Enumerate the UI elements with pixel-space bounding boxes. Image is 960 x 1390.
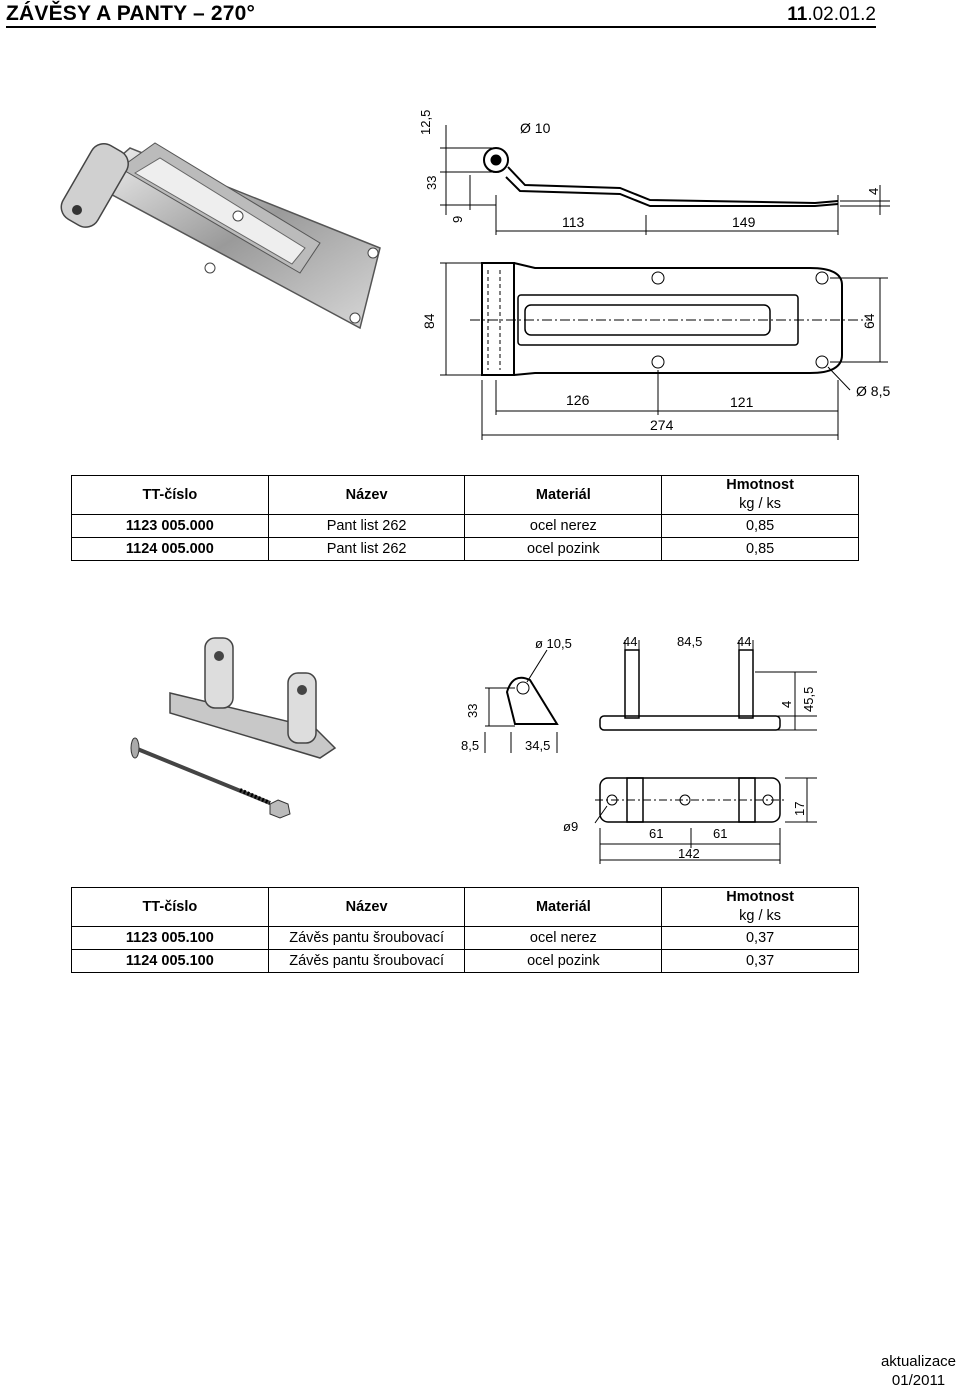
dim-274: 274	[650, 417, 674, 433]
dim-diameter-10: Ø 10	[520, 120, 551, 136]
update-note	[881, 1352, 956, 1390]
dim-44-right: 44	[737, 634, 752, 649]
col-weight-unit: kg / ks	[739, 908, 782, 924]
cell-weight: 0,85	[662, 515, 859, 538]
catalog-code-rest: .02.01.2	[807, 4, 876, 25]
catalog-code	[787, 4, 876, 26]
dim-61-left: 61	[649, 826, 664, 841]
dim-61-right: 61	[713, 826, 728, 841]
dim-9: 9	[450, 215, 465, 223]
spec-table-hinge-bracket	[71, 887, 859, 973]
dim-121: 121	[730, 394, 754, 410]
dim-64: 64	[861, 313, 877, 329]
dim-113: 113	[562, 214, 585, 230]
col-weight-unit: kg / ks	[739, 496, 782, 512]
dim-diameter-10-5: ø 10,5	[535, 636, 572, 651]
cell-name: Závěs pantu šroubovací	[268, 927, 465, 950]
cell-weight: 0,37	[662, 950, 859, 973]
dim-33: 33	[465, 703, 480, 718]
hinge-leaf-drawing	[410, 105, 900, 440]
spec-table-hinge-leaf	[71, 475, 859, 561]
dim-17: 17	[792, 801, 807, 816]
update-date: 01/2011	[891, 1372, 946, 1389]
dim-diameter-8-5: Ø 8,5	[856, 383, 891, 399]
table-row	[72, 538, 859, 561]
cell-material: ocel pozink	[465, 950, 662, 973]
cell-tt: 1123 005.100	[72, 927, 269, 950]
dim-12-5: 12,5	[418, 109, 433, 135]
cell-tt: 1123 005.000	[72, 515, 269, 538]
page-header	[6, 0, 876, 28]
dim-34-5: 34,5	[525, 738, 551, 753]
dim-diameter-9: ø9	[563, 819, 579, 834]
col-material: Materiál	[465, 888, 662, 927]
dim-4: 4	[866, 187, 881, 195]
dim-126: 126	[566, 392, 590, 408]
table-header-row	[72, 476, 859, 515]
col-name: Název	[268, 888, 465, 927]
col-weight-label: Hmotnost	[726, 889, 794, 905]
cell-weight: 0,37	[662, 927, 859, 950]
cell-material: ocel nerez	[465, 927, 662, 950]
hinge-bracket-photo	[120, 628, 350, 828]
table-row	[72, 950, 859, 973]
table-row	[72, 927, 859, 950]
cell-tt: 1124 005.000	[72, 538, 269, 561]
cell-name: Pant list 262	[268, 515, 465, 538]
dim-142: 142	[678, 846, 700, 861]
cell-tt: 1124 005.100	[72, 950, 269, 973]
catalog-code-bold: 11	[787, 4, 808, 25]
dim-149: 149	[732, 214, 756, 230]
dim-33: 33	[424, 175, 439, 190]
page-title: ZÁVĚSY A PANTY – 270°	[6, 2, 256, 25]
hinge-leaf-photo	[60, 128, 390, 338]
col-tt-number: TT-číslo	[72, 888, 269, 927]
dim-84: 84	[421, 313, 437, 329]
dim-44-left: 44	[623, 634, 638, 649]
col-weight	[662, 888, 859, 927]
table-row	[72, 515, 859, 538]
cell-material: ocel nerez	[465, 515, 662, 538]
table-header-row	[72, 888, 859, 927]
col-material: Materiál	[465, 476, 662, 515]
update-label: aktualizace	[880, 1353, 956, 1370]
dim-84-5: 84,5	[677, 634, 703, 649]
col-weight	[662, 476, 859, 515]
cell-name: Pant list 262	[268, 538, 465, 561]
cell-weight: 0,85	[662, 538, 859, 561]
col-weight-label: Hmotnost	[726, 477, 794, 493]
cell-name: Závěs pantu šroubovací	[268, 950, 465, 973]
col-tt-number: TT-číslo	[72, 476, 269, 515]
dim-8-5: 8,5	[461, 738, 480, 753]
col-name: Název	[268, 476, 465, 515]
cell-material: ocel pozink	[465, 538, 662, 561]
dim-45-5: 45,5	[801, 686, 816, 712]
hinge-bracket-drawing	[455, 628, 825, 868]
dim-4: 4	[779, 700, 794, 708]
